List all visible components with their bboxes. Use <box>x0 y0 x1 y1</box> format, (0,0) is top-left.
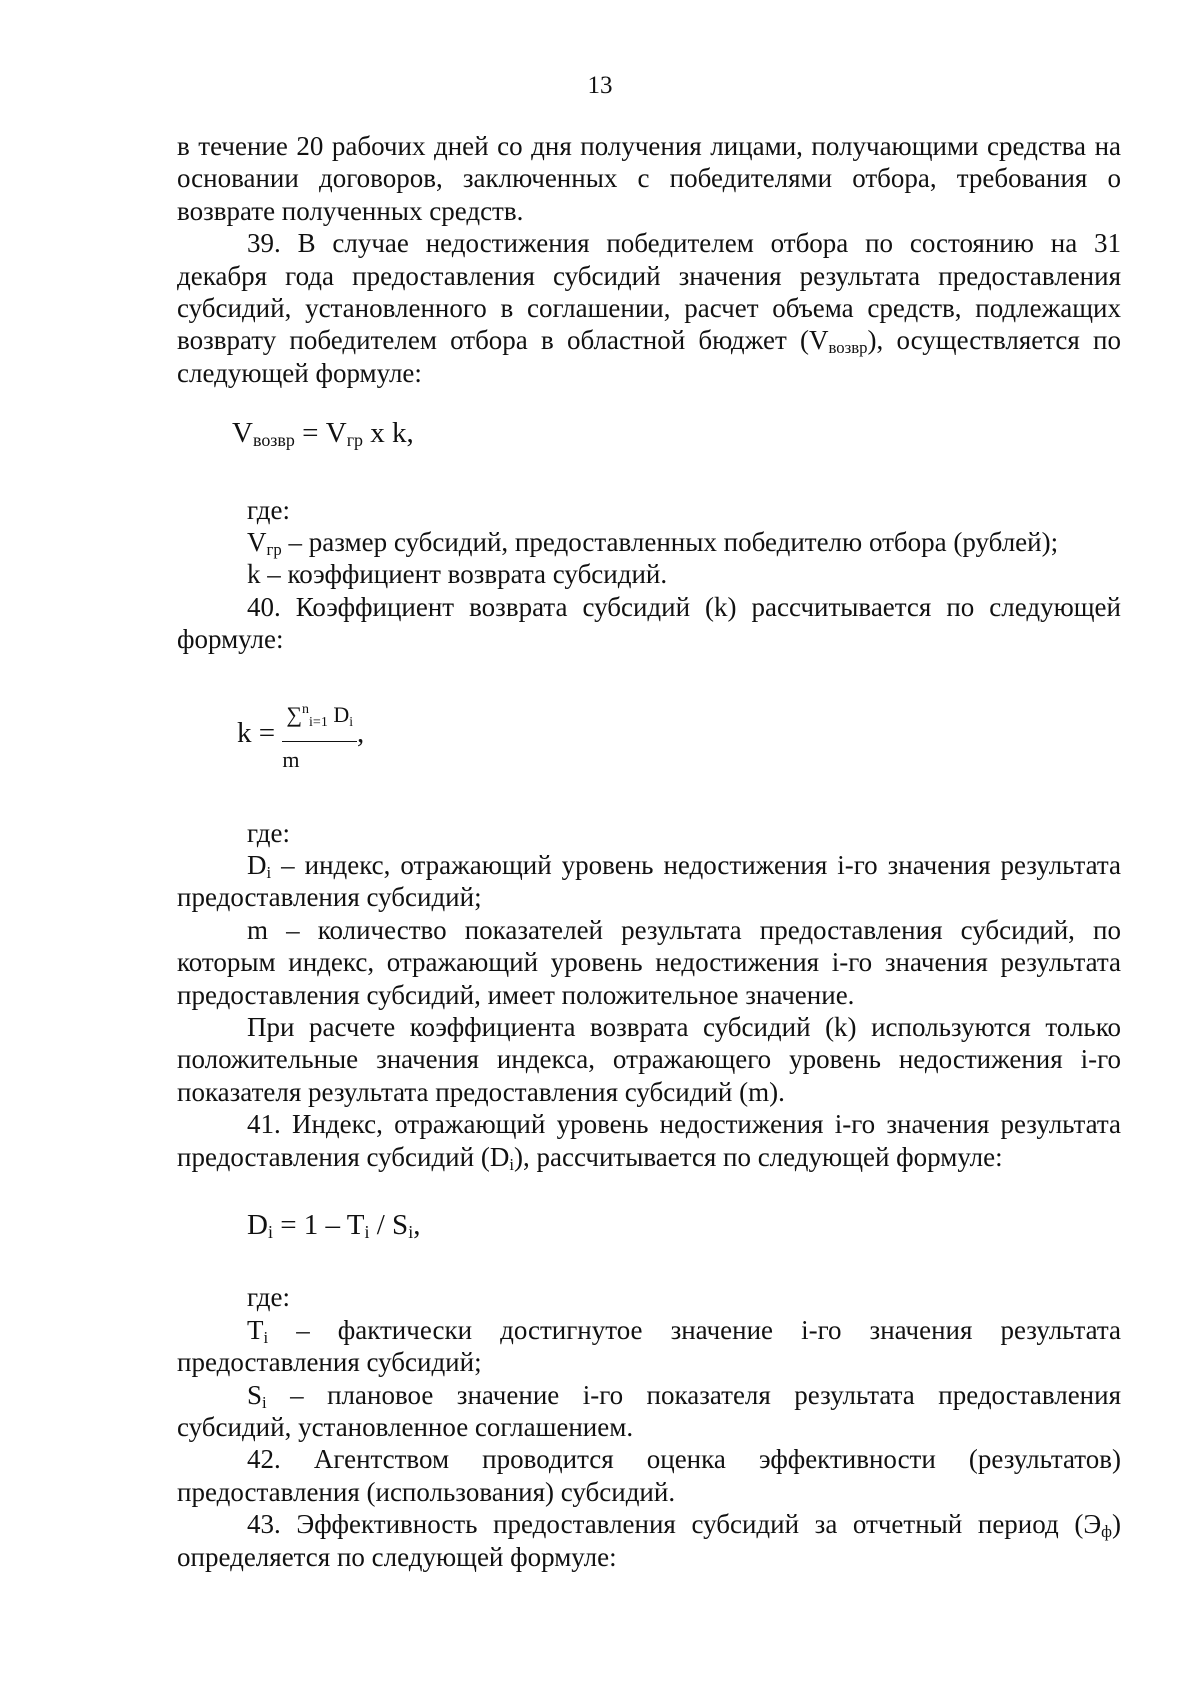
definition-ti-symbol: T <box>247 1314 264 1345</box>
definition-k: k – коэффициент возврата субсидий. <box>247 559 668 590</box>
formula-v-subscript: возвр <box>252 430 295 451</box>
formula-di <box>177 1209 1121 1241</box>
formula-v-return <box>177 417 1121 449</box>
definition-m: m – количество показателей результата предоставления субсидий, по которым индекс, отражающий уровень недостижения i-го значения результата предоставления субсидий, имеет положительное значение. <box>177 914 1121 1010</box>
paragraph-43 <box>177 1508 1121 1573</box>
paragraph-41-subscript: i <box>509 1154 514 1174</box>
formula-di-symbol: D <box>247 1208 268 1241</box>
where-label-2: где: <box>247 817 290 848</box>
definition-si-subscript: i <box>262 1392 267 1412</box>
paragraph-42: 42. Агентством проводится оценка эффективности (результатов) предоставления (использования) субсидий. <box>177 1444 1121 1507</box>
formula-k-numerator <box>282 694 357 742</box>
formula-k-denominator: m <box>282 747 300 773</box>
definition-si <box>177 1379 1121 1444</box>
paragraph-41-text: 41. Индекс, отражающий уровень недостижения i-го значения результата предоставления субсидий (D <box>177 1109 1121 1172</box>
paragraph-43-tail: ) определяется по следующей формуле: <box>177 1509 1121 1572</box>
formula-k-comma: , <box>357 716 365 749</box>
paragraph-39-subscript: возвр <box>828 338 868 358</box>
formula-di-slash: / S <box>369 1208 409 1241</box>
definition-si-symbol: S <box>247 1379 263 1410</box>
sigma-lower-limit: i=1 <box>309 714 328 730</box>
definition-si-text: – плановое значение i-го показателя результата предоставления субсидий, установленное соглашением. <box>177 1379 1121 1442</box>
definition-di-symbol: D <box>247 849 267 880</box>
document-body <box>177 130 1121 1573</box>
definition-vgr-symbol: V <box>247 527 267 558</box>
paragraph-39-text: 39. В случае недостижения победителем отбора по состоянию на 31 декабря года предоставления субсидий значения результата предоставления субсидий, установленного в соглашении, расчет объема средств, подлежащих возврату победителем отбора в областной бюджет (V <box>177 228 1121 356</box>
definition-di-subscript: i <box>266 862 272 882</box>
formula-k-lhs: k = <box>237 716 283 749</box>
paragraph-39-tail: ), осуществляется по следующей формуле: <box>177 325 1121 388</box>
where-label-3: где: <box>247 1282 290 1313</box>
paragraph-40: 40. Коэффициент возврата субсидий (k) рассчитывается по следующей формуле: <box>177 591 1121 655</box>
formula-k-d-subscript: i <box>349 713 354 729</box>
formula-di-subscript: i <box>267 1221 273 1242</box>
paragraph-calc: При расчете коэффициента возврата субсидий (k) используются только положительные значения индекса, отражающего уровень недостижения i-го показателя результата предоставления субсидий (m). <box>177 1011 1121 1107</box>
definition-vgr-subscript: гр <box>266 540 282 560</box>
paragraph-43-text: 43. Эффективность предоставления субсидий за отчетный период (Э <box>247 1509 1102 1540</box>
formula-v-equals: = V <box>294 417 347 450</box>
definition-vgr-text: – размер субсидий, предоставленных победителю отбора (рублей); <box>281 527 1059 558</box>
formula-v-rest: х k, <box>363 417 414 450</box>
formula-ti-subscript: i <box>364 1221 370 1242</box>
page-number: 13 <box>587 72 613 99</box>
definition-di-text: – индекс, отражающий уровень недостижения i-го значения результата предоставления субсидий; <box>177 849 1121 913</box>
formula-di-middle: = 1 – T <box>272 1208 365 1241</box>
formula-k-fraction <box>282 694 357 777</box>
definition-ti-subscript: i <box>263 1327 269 1347</box>
formula-di-end: , <box>413 1208 421 1241</box>
intro-paragraph: в течение 20 рабочих дней со дня получения лицами, получающими средства на основании договоров, заключенных с победителями отбора, требования о возврате полученных средств. <box>177 131 1121 226</box>
definition-ti-text: – фактически достигнутое значение i-го значения результата предоставления субсидий; <box>177 1314 1121 1378</box>
sigma-symbol: ∑ <box>286 701 303 727</box>
formula-si-subscript: i <box>408 1221 414 1242</box>
paragraph-43-subscript: ф <box>1101 1522 1112 1542</box>
paragraph-41-tail: ), рассчитывается по следующей формуле: <box>513 1141 1003 1172</box>
sigma-upper-limit: n <box>302 701 310 717</box>
paragraph-41 <box>177 1108 1121 1173</box>
paragraph-39 <box>177 227 1121 389</box>
where-label-1: где: <box>247 494 290 525</box>
formula-v-symbol: V <box>232 417 253 450</box>
formula-vgr-subscript: гр <box>346 430 364 451</box>
formula-k <box>177 694 1121 777</box>
definition-di <box>177 849 1121 914</box>
definition-ti <box>177 1314 1121 1379</box>
definition-vgr <box>177 526 1121 558</box>
formula-k-d: D <box>327 701 350 727</box>
